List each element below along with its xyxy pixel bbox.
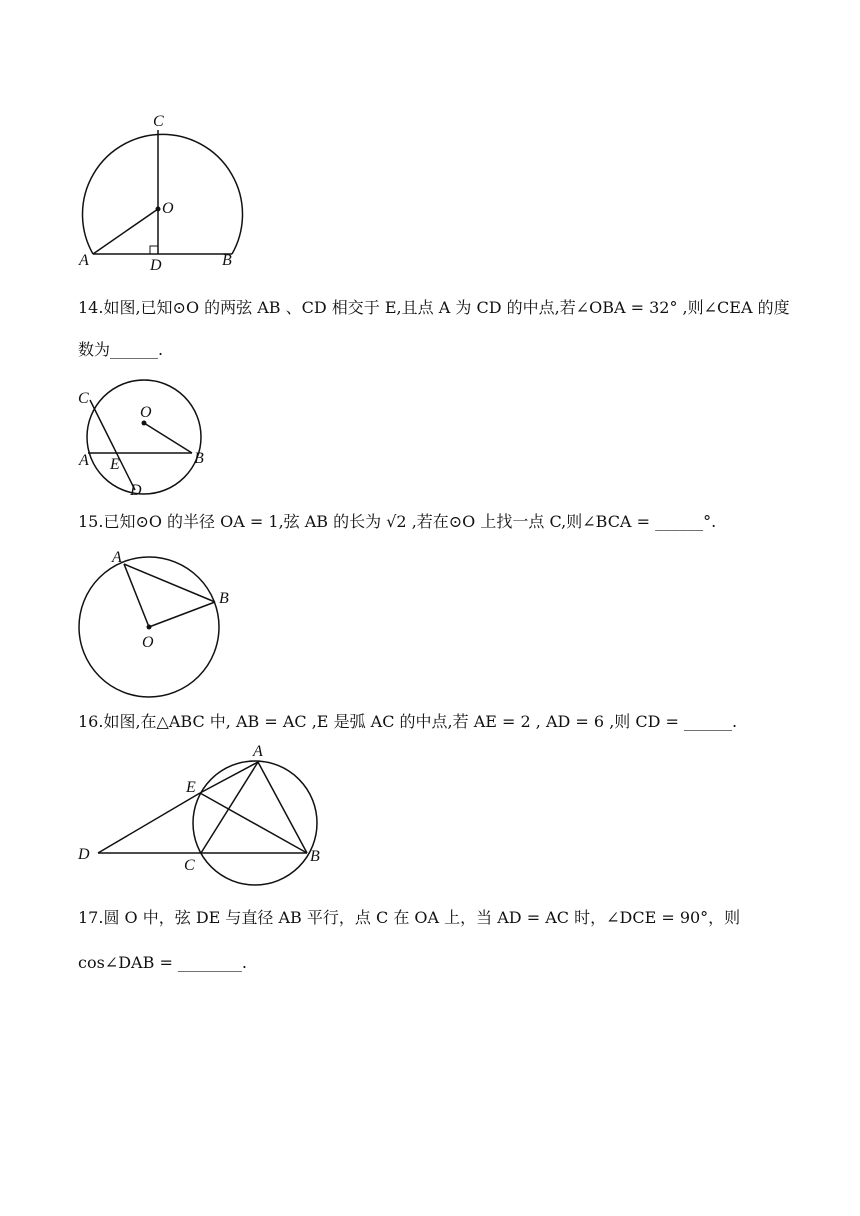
problem-15-line-1: 15.已知⊙O 的半径 OA = 1,弦 AB 的长为 √2 ,若在⊙O 上找一点 C,则∠BCA = ______°. (78, 512, 717, 531)
problem-14-text-cont (78, 340, 163, 360)
label-b: B (222, 252, 232, 269)
label-d: D (150, 257, 162, 274)
problem-17-text (78, 908, 740, 928)
label-e: E (186, 779, 196, 796)
label-c: C (184, 857, 195, 874)
figure-16-circle-diagram (70, 738, 330, 888)
problem-16-text (78, 712, 737, 732)
segment-ob (144, 423, 192, 453)
chord-ab (124, 564, 215, 602)
label-b: B (194, 450, 204, 467)
label-o: O (140, 404, 152, 421)
segment-oa (93, 209, 158, 254)
figure-13-circle-diagram (70, 110, 250, 275)
label-d: D (130, 482, 142, 499)
segment-ac (201, 762, 258, 853)
label-b: B (219, 590, 229, 607)
problem-15-text (78, 512, 716, 532)
label-a: A (79, 252, 89, 269)
label-c: C (78, 390, 89, 407)
center-point-o (142, 421, 147, 426)
right-angle-mark (150, 246, 158, 254)
segment-ob (149, 602, 215, 627)
problem-14-line-2: 数为______. (78, 340, 164, 359)
major-arc (83, 134, 243, 254)
figure-14-circle-diagram (70, 385, 215, 500)
problem-16-line-1: 16.如图,在△ABC 中, AB = AC ,E 是弧 AC 的中点,若 AE = 2 , AD = 6 ,则 CD = ______. (78, 712, 738, 731)
problem-17-line-2: cos∠DAB = ________. (78, 953, 248, 972)
label-o: O (162, 200, 174, 217)
label-o: O (142, 634, 154, 651)
center-point-o (147, 625, 152, 630)
label-a: A (253, 743, 263, 760)
label-e: E (110, 456, 120, 473)
label-c: C (153, 113, 164, 130)
label-b: B (310, 848, 320, 865)
label-d: D (78, 846, 90, 863)
problem-17-line-1: 17.圆 O 中，弦 DE 与直径 AB 平行，点 C 在 OA 上，当 AD = AC 时，∠DCE = 90°，则 (78, 908, 741, 927)
circle-o (87, 380, 201, 494)
center-point-o (156, 207, 161, 212)
problem-14-line-1: 14.如图,已知⊙O 的两弦 AB 、CD 相交于 E,且点 A 为 CD 的中点,若∠OBA = 32° ,则∠CEA 的度 (78, 298, 790, 317)
problem-17-text-cont (78, 953, 247, 973)
chord-cd (90, 400, 135, 490)
problem-14-text (78, 298, 790, 318)
segment-de (98, 793, 200, 853)
figure-15-circle-diagram (70, 545, 245, 703)
label-a: A (112, 549, 122, 566)
label-a: A (79, 452, 89, 469)
